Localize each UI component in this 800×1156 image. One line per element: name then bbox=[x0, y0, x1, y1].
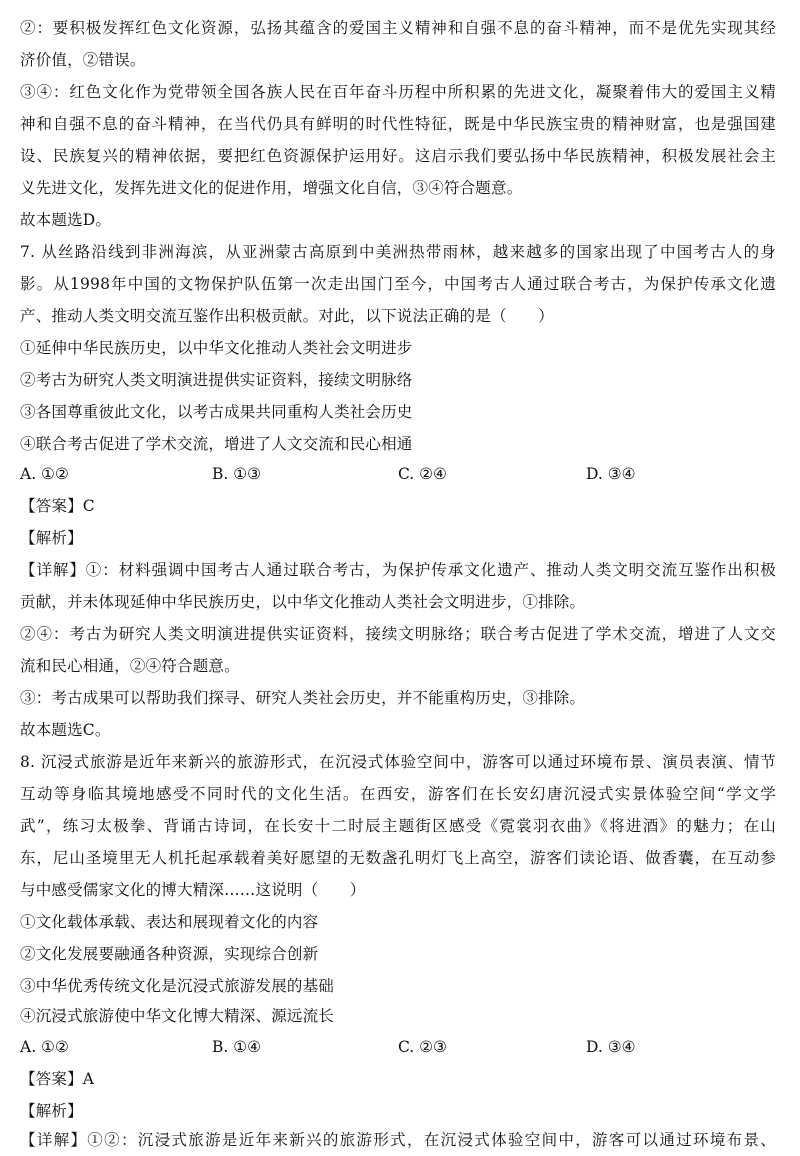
q7-statement-4: ④联合考古促进了学术交流，增进了人文交流和民心相通 bbox=[20, 435, 413, 453]
q6-analysis-line: ②：要积极发挥红色文化资源，弘扬其蕴含的爱国主义精神和自强不息的奋斗精神，而不是优先实现其经 bbox=[20, 19, 776, 37]
q7-analysis-label: 【解析】 bbox=[20, 529, 83, 547]
q8-statement-1: ①文化载体承载、表达和展现着文化的内容 bbox=[20, 913, 319, 931]
q7-conclusion: 故本题选C。 bbox=[20, 721, 111, 739]
q6-analysis-line: 义先进文化，发挥先进文化的促进作用，增强文化自信，③④符合题意。 bbox=[20, 179, 523, 197]
q8-statement-3: ③中华优秀传统文化是沉浸式旅游发展的基础 bbox=[20, 977, 335, 995]
q8-stem-line: 互动等身临其境地感受不同时代的文化生活。在西安，游客们在长安幻唐沉浸式实景体验空间“学文学 bbox=[20, 785, 776, 803]
q7-statement-2: ②考古为研究人类文明演进提供实证资料，接续文明脉络 bbox=[20, 371, 413, 389]
q6-analysis-line: 神和自强不息的奋斗精神，在当代仍具有鲜明的时代性特征，既是中华民族宝贵的精神财富，也是强国建 bbox=[20, 115, 776, 133]
q8-option-a: A. ①② bbox=[20, 1038, 69, 1056]
q7-detail-line: 【详解】①：材料强调中国考古人通过联合考古，为保护传承文化遗产、推动人类文明交流互鉴作出积极 bbox=[20, 561, 776, 579]
q6-analysis-line: ③④：红色文化作为党带领全国各族人民在百年奋斗历程中所积累的先进文化，凝聚着伟大的爱国主义精 bbox=[20, 83, 776, 101]
q8-analysis-label: 【解析】 bbox=[20, 1102, 83, 1120]
q8-option-d: D. ③④ bbox=[586, 1038, 636, 1056]
q7-option-a: A. ①② bbox=[20, 465, 69, 483]
q8-statement-4: ④沉浸式旅游使中华文化博大精深、源远流长 bbox=[20, 1007, 335, 1025]
q7-detail-line: ③：考古成果可以帮助我们探寻、研究人类社会历史，并不能重构历史，③排除。 bbox=[20, 689, 586, 707]
q7-option-d: D. ③④ bbox=[586, 465, 636, 483]
q7-detail-line: 贡献，并未体现延伸中华民族历史，以中华文化推动人类社会文明进步，①排除。 bbox=[20, 593, 586, 611]
q7-detail-line: 流和民心相通，②④符合题意。 bbox=[20, 657, 240, 675]
q8-option-c: C. ②③ bbox=[398, 1038, 447, 1056]
q7-detail-line: ②④：考古为研究人类文明演进提供实证资料，接续文明脉络；联合考古促进了学术交流，增进了人文交 bbox=[20, 625, 776, 643]
q8-stem-line: 与中感受儒家文化的博大精深……这说明（ ） bbox=[20, 881, 366, 899]
q8-option-b: B. ①④ bbox=[212, 1038, 262, 1056]
q6-conclusion: 故本题选D。 bbox=[20, 211, 112, 229]
q6-analysis-line: 设、民族复兴的精神依据，要把红色资源保护运用好。这启示我们要弘扬中华民族精神，积极发展社会主 bbox=[20, 147, 776, 165]
q8-statement-2: ②文化发展要融通各种资源，实现综合创新 bbox=[20, 945, 319, 963]
q8-detail-line: 【详解】①②：沉浸式旅游是近年来新兴的旅游形式，在沉浸式体验空间中，游客可以通过环境布景、 bbox=[20, 1131, 776, 1149]
q8-stem-line: 东，尼山圣境里无人机托起承载着美好愿望的无数盏孔明灯飞上高空，游客们读论语、做香囊，在互动参 bbox=[20, 849, 776, 867]
q7-option-c: C. ②④ bbox=[398, 465, 447, 483]
q7-option-b: B. ①③ bbox=[212, 465, 262, 483]
q7-stem-line: 7. 从丝路沿线到非洲海滨，从亚洲蒙古高原到中美洲热带雨林，越来越多的国家出现了中国考古人的身 bbox=[20, 243, 776, 261]
q7-stem-line: 产、推动人类文明交流互鉴作出积极贡献。对此，以下说法正确的是（ ） bbox=[20, 307, 554, 325]
q7-stem-line: 影。从1998年中国的文物保护队伍第一次走出国门至今，中国考古人通过联合考古，为保护传承文化遗 bbox=[20, 275, 776, 293]
q8-answer: 【答案】A bbox=[20, 1070, 95, 1088]
q8-stem-line: 8. 沉浸式旅游是近年来新兴的旅游形式，在沉浸式体验空间中，游客可以通过环境布景、演员表演、情节 bbox=[20, 753, 776, 771]
q8-stem-line: 武”，练习太极拳、背诵古诗词，在长安十二时辰主题街区感受《霓裳羽衣曲》《将进酒》的魅力；在山 bbox=[20, 817, 776, 835]
q6-analysis-line: 济价值，②错误。 bbox=[20, 51, 146, 69]
q7-statement-1: ①延伸中华民族历史，以中华文化推动人类社会文明进步 bbox=[20, 339, 413, 357]
q7-answer: 【答案】C bbox=[20, 497, 95, 515]
q7-statement-3: ③各国尊重彼此文化，以考古成果共同重构人类社会历史 bbox=[20, 403, 413, 421]
